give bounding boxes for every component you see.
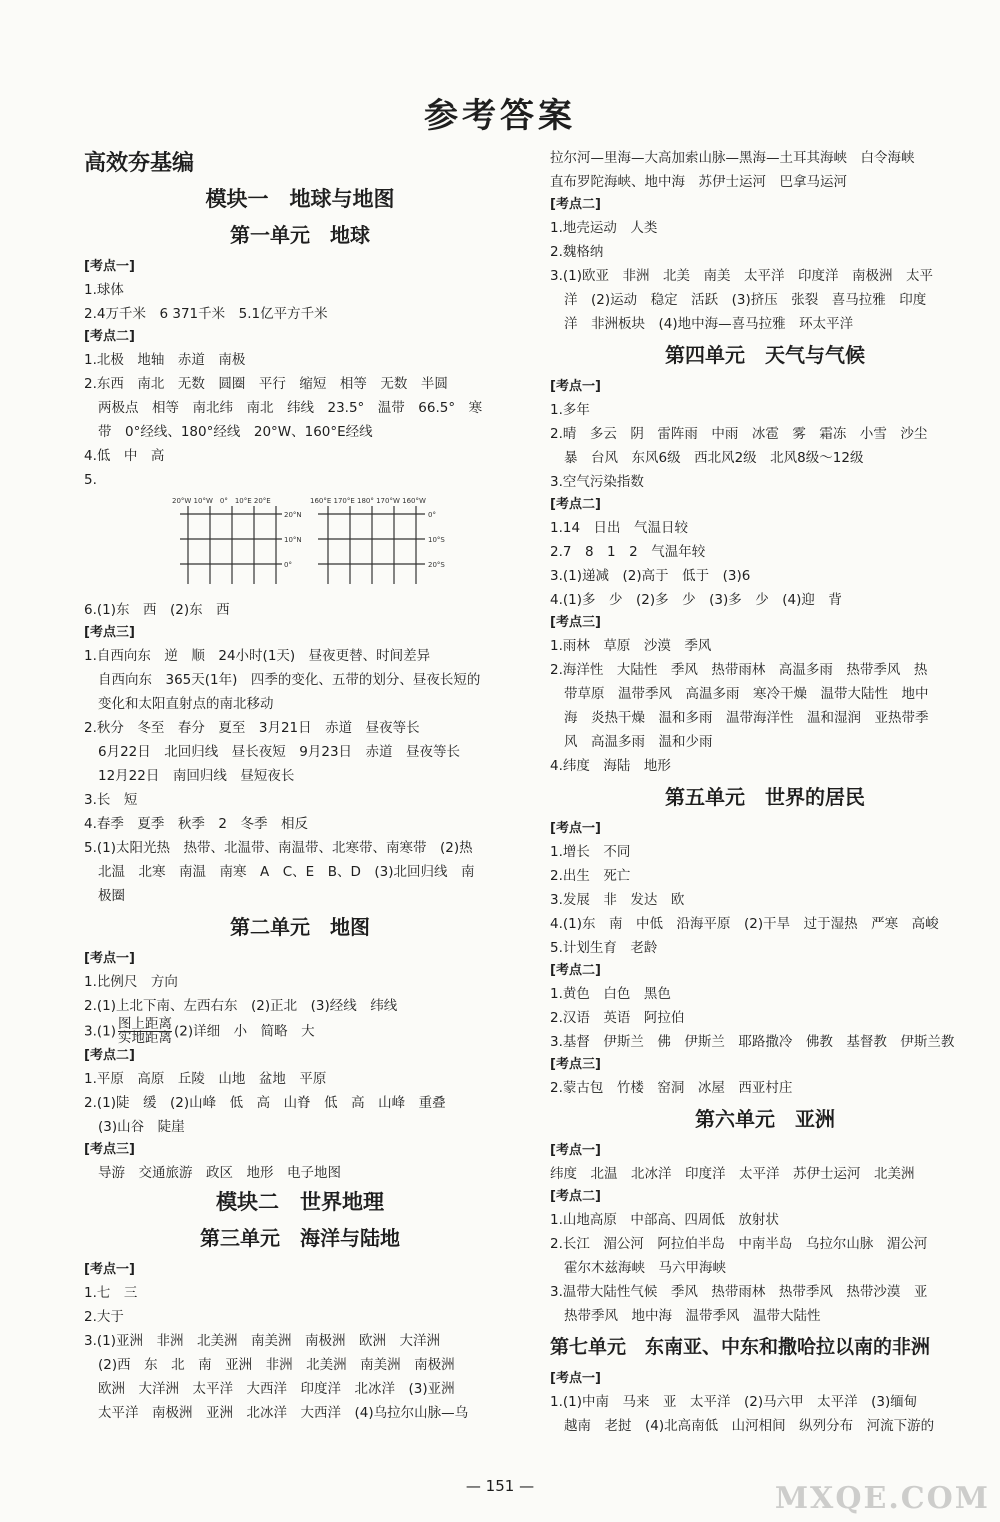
answer-line: (3)山谷 陡崖 bbox=[98, 1119, 185, 1135]
fraction-denominator: 实地距离 bbox=[118, 1030, 173, 1046]
answer-line: 洋 (2)运动 稳定 活跃 (3)挤压 张裂 喜马拉雅 印度 bbox=[564, 292, 927, 308]
answer-line: 12月22日 南回归线 昼短夜长 bbox=[98, 768, 295, 784]
answer-line: 1.比例尺 方向 bbox=[84, 974, 178, 990]
unit-title: 第二单元 地图 bbox=[230, 915, 370, 939]
answer-line: 1.增长 不同 bbox=[550, 844, 631, 860]
answer-line: 1.(1)中南 马来 亚 太平洋 (2)马六甲 太平洋 (3)缅甸 bbox=[550, 1394, 918, 1410]
answer-line: 2.秋分 冬至 春分 夏至 3月21日 赤道 昼夜等长 bbox=[84, 720, 420, 736]
right-column bbox=[550, 146, 980, 1438]
answer-line: 2.出生 死亡 bbox=[550, 868, 631, 884]
answer-line: 1.山地高原 中部高、四周低 放射状 bbox=[550, 1212, 779, 1228]
unit-title: 第五单元 世界的居民 bbox=[665, 785, 865, 809]
answer-line: 洋 非洲板块 (4)地中海—喜马拉雅 环太平洋 bbox=[564, 316, 854, 332]
answer-line: 2.晴 多云 阴 雷阵雨 中雨 冰雹 雾 霜冻 小雪 沙尘 bbox=[550, 426, 928, 442]
answer-line: 热带季风 地中海 温带季风 温带大陆性 bbox=[564, 1308, 821, 1324]
answer-line: 6月22日 北回归线 昼长夜短 9月23日 赤道 昼夜等长 bbox=[98, 744, 461, 760]
answer-line: 2.大于 bbox=[84, 1309, 124, 1325]
kaodian-label: [考点二] bbox=[84, 329, 135, 344]
answer-line: 1.14 日出 气温日较 bbox=[550, 520, 689, 536]
grid-row-label: 10°S bbox=[428, 536, 445, 544]
answer-line: 北温 北寒 南温 南寒 A C、E B、D (3)北回归线 南 bbox=[98, 864, 475, 880]
fraction bbox=[118, 1018, 172, 1045]
grid-diagram-right bbox=[310, 494, 450, 590]
module-title: 模块二 世界地理 bbox=[216, 1190, 384, 1214]
module-title: 模块一 地球与地图 bbox=[205, 187, 395, 211]
answer-line: 5. bbox=[84, 472, 97, 488]
grid-row-label: 20°S bbox=[428, 561, 445, 569]
answer-line: 1.黄色 白色 黑色 bbox=[550, 986, 671, 1002]
answer-line: 越南 老挝 (4)北高南低 山河相间 纵列分布 河流下游的 bbox=[564, 1418, 935, 1434]
answer-line: 4.(1)东 南 中低 沿海平原 (2)干旱 过于湿热 严寒 高峻 bbox=[550, 916, 939, 932]
grid-row-label: 10°N bbox=[284, 536, 302, 544]
unit-title: 第七单元 东南亚、中东和撒哈拉以南的非洲 bbox=[550, 1336, 931, 1358]
answer-line: 暴 台风 东风6级 西北风2级 北风8级～12级 bbox=[564, 450, 864, 466]
answer-line: 3.空气污染指数 bbox=[550, 474, 644, 490]
answer-line: 极圈 bbox=[98, 888, 125, 904]
answer-line: 2.4万千米 6 371千米 5.1亿平方千米 bbox=[84, 306, 328, 322]
answer-line: 2.蒙古包 竹楼 窑洞 冰屋 西亚村庄 bbox=[550, 1080, 793, 1096]
answer-line: 风 高温多雨 温和少雨 bbox=[564, 734, 713, 750]
answer-line: 3.(1)欧亚 非洲 北美 南美 太平洋 印度洋 南极洲 太平 bbox=[550, 268, 934, 284]
answer-line: 1.平原 高原 丘陵 山地 盆地 平原 bbox=[84, 1071, 327, 1087]
answer-line: 4.(1)多 少 (2)多 少 (3)多 少 (4)迎 背 bbox=[550, 592, 842, 608]
answer-line: 带 0°经线、180°经线 20°W、160°E经线 bbox=[98, 424, 373, 440]
page-number: — 151 — bbox=[465, 1477, 535, 1495]
answer-line: 2.海洋性 大陆性 季风 热带雨林 高温多雨 热带季风 热 bbox=[550, 662, 928, 678]
answer-line: 3.发展 非 发达 欧 bbox=[550, 892, 685, 908]
answer-line: 自西向东 365天(1年) 四季的变化、五带的划分、昼夜长短的 bbox=[98, 672, 481, 688]
kaodian-label: [考点二] bbox=[550, 963, 601, 978]
unit-title: 第四单元 天气与气候 bbox=[665, 343, 865, 367]
kaodian-label: [考点二] bbox=[550, 497, 601, 512]
answer-line: 5.计划生育 老龄 bbox=[550, 940, 658, 956]
grid-top-labels: 20°W 10°W 0° 10°E 20°E bbox=[172, 497, 271, 505]
kaodian-label: [考点一] bbox=[84, 1262, 135, 1277]
answer-line: 1.球体 bbox=[84, 282, 124, 298]
answer-line: 两极点 相等 南北纬 南北 纬线 23.5° 温带 66.5° 寒 bbox=[98, 400, 483, 416]
answer-line: 5.(1)太阳光热 热带、北温带、南温带、北寒带、南寒带 (2)热 bbox=[84, 840, 473, 856]
left-column bbox=[84, 146, 516, 1425]
answer-line: 1.多年 bbox=[550, 402, 590, 418]
kaodian-label: [考点一] bbox=[550, 1371, 601, 1386]
answer-line: 2.长江 湄公河 阿拉伯半岛 中南半岛 乌拉尔山脉 湄公河 bbox=[550, 1236, 928, 1252]
answer-line: 3.(1)亚洲 非洲 北美洲 南美洲 南极洲 欧洲 大洋洲 bbox=[84, 1333, 441, 1349]
kaodian-label: [考点三] bbox=[84, 1142, 135, 1157]
answer-line: 3.(1)递减 (2)高于 低于 (3)6 bbox=[550, 568, 751, 584]
answer-line: 3.长 短 bbox=[84, 792, 138, 808]
answer-line: 霍尔木兹海峡 马六甲海峡 bbox=[564, 1260, 726, 1276]
answer-line: 1.地壳运动 人类 bbox=[550, 220, 658, 236]
answer-line: 2.东西 南北 无数 圆圈 平行 缩短 相等 无数 半圆 bbox=[84, 376, 448, 392]
answer-line: 6.(1)东 西 (2)东 西 bbox=[84, 602, 230, 618]
kaodian-label: [考点二] bbox=[84, 1048, 135, 1063]
kaodian-label: [考点二] bbox=[550, 1189, 601, 1204]
watermark-logo: MXQE.COM bbox=[774, 1481, 990, 1516]
answer-line: 4.纬度 海陆 地形 bbox=[550, 758, 671, 774]
kaodian-label: [考点三] bbox=[84, 625, 135, 640]
grid-diagram-left bbox=[172, 494, 302, 590]
unit-title: 第六单元 亚洲 bbox=[695, 1107, 835, 1131]
kaodian-label: [考点一] bbox=[550, 821, 601, 836]
answer-suffix: (2)详细 小 简略 大 bbox=[174, 1023, 315, 1040]
answer-line: 导游 交通旅游 政区 地形 电子地图 bbox=[98, 1165, 341, 1181]
answer-line: 2.魏格纳 bbox=[550, 244, 604, 260]
answer-line-fraction bbox=[84, 1018, 516, 1045]
answer-line: 2.7 8 1 2 气温年较 bbox=[550, 544, 706, 560]
answer-line: 欧洲 大洋洲 太平洋 大西洋 印度洋 北冰洋 (3)亚洲 bbox=[98, 1381, 455, 1397]
answer-line: 4.低 中 高 bbox=[84, 448, 165, 464]
answer-line: 拉尔河—里海—大高加索山脉—黑海—土耳其海峡 白令海峡 bbox=[550, 150, 915, 166]
answer-prefix: 3.(1) bbox=[84, 1023, 117, 1040]
answer-line: (2)西 东 北 南 亚洲 非洲 北美洲 南美洲 南极洲 bbox=[98, 1357, 455, 1373]
page-title: 参考答案 bbox=[424, 96, 576, 136]
answer-line: 1.北极 地轴 赤道 南极 bbox=[84, 352, 246, 368]
kaodian-label: [考点三] bbox=[550, 1057, 601, 1072]
kaodian-label: [考点一] bbox=[84, 259, 135, 274]
kaodian-label: [考点一] bbox=[84, 951, 135, 966]
answer-line: 纬度 北温 北冰洋 印度洋 太平洋 苏伊士运河 北美洲 bbox=[550, 1166, 915, 1182]
lat-lon-grid-figure bbox=[84, 494, 516, 594]
answer-line: 3.温带大陆性气候 季风 热带雨林 热带季风 热带沙漠 亚 bbox=[550, 1284, 928, 1300]
answer-line: 1.七 三 bbox=[84, 1285, 138, 1301]
kaodian-label: [考点一] bbox=[550, 1143, 601, 1158]
answer-line: 2.(1)上北下南、左西右东 (2)正北 (3)经线 纬线 bbox=[84, 998, 398, 1014]
answer-line: 1.雨林 草原 沙漠 季风 bbox=[550, 638, 712, 654]
section-title: 高效夯基编 bbox=[84, 151, 195, 176]
kaodian-label: [考点一] bbox=[550, 379, 601, 394]
grid-row-label: 20°N bbox=[284, 511, 302, 519]
grid-row-label: 0° bbox=[428, 511, 436, 519]
grid-top-labels: 160°E 170°E 180° 170°W 160°W bbox=[310, 497, 426, 505]
fraction-numerator: 图上距离 bbox=[118, 1016, 173, 1032]
answer-line: 太平洋 南极洲 亚洲 北冰洋 大西洋 (4)乌拉尔山脉—乌 bbox=[98, 1405, 469, 1421]
kaodian-label: [考点二] bbox=[550, 197, 601, 212]
answer-line: 3.基督 伊斯兰 佛 伊斯兰 耶路撒冷 佛教 基督教 伊斯兰教 bbox=[550, 1034, 955, 1050]
answer-line: 2.汉语 英语 阿拉伯 bbox=[550, 1010, 685, 1026]
answer-line: 直布罗陀海峡、地中海 苏伊士运河 巴拿马运河 bbox=[550, 174, 847, 190]
answer-line: 海 炎热干燥 温和多雨 温带海洋性 温和湿润 亚热带季 bbox=[564, 710, 929, 726]
grid-row-label: 0° bbox=[284, 561, 292, 569]
unit-title: 第三单元 海洋与陆地 bbox=[200, 1226, 400, 1250]
kaodian-label: [考点三] bbox=[550, 615, 601, 630]
answer-line: 变化和太阳直射点的南北移动 bbox=[98, 696, 274, 712]
answer-line: 带草原 温带季风 高温多雨 寒冷干燥 温带大陆性 地中 bbox=[564, 686, 929, 702]
answer-line: 1.自西向东 逆 顺 24小时(1天) 昼夜更替、时间差异 bbox=[84, 648, 431, 664]
answer-line: 4.春季 夏季 秋季 2 冬季 相反 bbox=[84, 816, 308, 832]
answer-line: 2.(1)陡 缓 (2)山峰 低 高 山脊 低 高 山峰 重叠 bbox=[84, 1095, 446, 1111]
unit-title: 第一单元 地球 bbox=[230, 223, 370, 247]
